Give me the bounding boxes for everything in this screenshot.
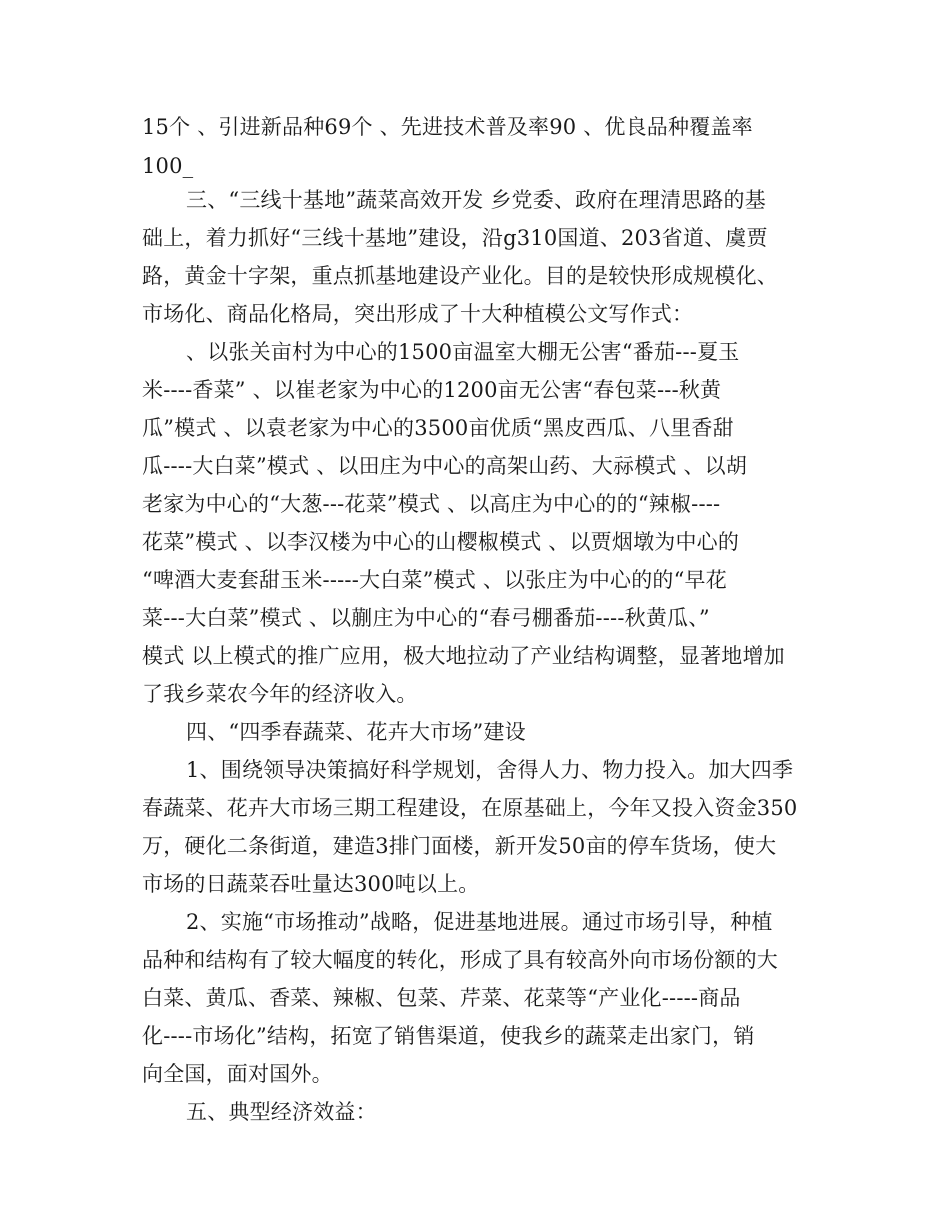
text-line: 模式 以上模式的推广应用，极大地拉动了产业结构调整，显著地增加 xyxy=(142,644,785,668)
text-line: 路，黄金十字架，重点抓基地建设产业化。目的是较快形成规模化、 xyxy=(142,264,778,288)
text-line: 了我乡菜农今年的经济收入。 xyxy=(142,682,418,706)
text-line: 向全国，面对国外。 xyxy=(142,1062,333,1086)
text-line: 础上，着力抓好“三线十基地”建设，沿g310国道、203省道、虞贾 xyxy=(142,226,768,250)
text-line: 品种和结构有了较大幅度的转化，形成了具有较高外向市场份额的大 xyxy=(142,948,778,972)
text-line: 2、实施“市场推动”战略，促进基地进展。通过市场引导，种植 xyxy=(186,910,773,934)
section-heading-3: 三、“三线十基地”蔬菜高效开发 乡党委、政府在理清思路的基 xyxy=(186,188,766,212)
text-line: 市场的日蔬菜吞吐量达300吨以上。 xyxy=(142,872,480,896)
text-line: 15个 、引进新品种69个 、先进技术普及率90 、优良品种覆盖率 xyxy=(142,115,753,139)
text-line: 米----香菜” 、以崔老家为中心的1200亩无公害“春包菜---秋黄 xyxy=(142,378,722,402)
text-line: 化----市场化”结构，拓宽了销售渠道，使我乡的蔬菜走出家门，销 xyxy=(142,1024,755,1048)
text-line: 1、围绕领导决策搞好科学规划，舍得人力、物力投入。加大四季 xyxy=(186,758,794,782)
text-line: 100_ xyxy=(142,154,194,178)
text-line: 老家为中心的“大葱---花菜”模式 、以高庄为中心的的“辣椒---- xyxy=(142,492,721,516)
text-line: 花菜”模式 、以李汉楼为中心的山樱椒模式 、以贾烟墩为中心的 xyxy=(142,530,740,554)
text-line: 菜---大白菜”模式 、以蒯庄为中心的“春弓棚番茄----秋黄瓜、” xyxy=(142,606,710,630)
text-line: 白菜、黄瓜、香菜、辣椒、包菜、芹菜、花菜等“产业化-----商品 xyxy=(142,986,741,1010)
text-line: “啤酒大麦套甜玉米-----大白菜”模式 、以张庄为中心的的“早花 xyxy=(142,568,727,592)
text-line: 瓜”模式 、以袁老家为中心的3500亩优质“黑皮西瓜、八里香甜 xyxy=(142,416,734,440)
section-heading-5: 五、典型经济效益： xyxy=(186,1100,377,1124)
text-line: 市场化、商品化格局，突出形成了十大种植模公文写作式： xyxy=(142,302,694,326)
text-line: 瓜----大白菜”模式 、以田庄为中心的高架山药、大祘模式 、以胡 xyxy=(142,454,748,478)
text-line: 春蔬菜、花卉大市场三期工程建设，在原基础上，今年又投入资金350 xyxy=(142,796,798,820)
text-line: 万，硬化二条街道，建造3排门面楼，新开发50亩的停车货场，使大 xyxy=(142,834,777,858)
section-heading-4: 四、“四季春蔬菜、花卉大市场”建设 xyxy=(186,720,526,744)
text-line: 、以张关亩村为中心的1500亩温室大棚无公害“番茄---夏玉 xyxy=(186,340,740,364)
